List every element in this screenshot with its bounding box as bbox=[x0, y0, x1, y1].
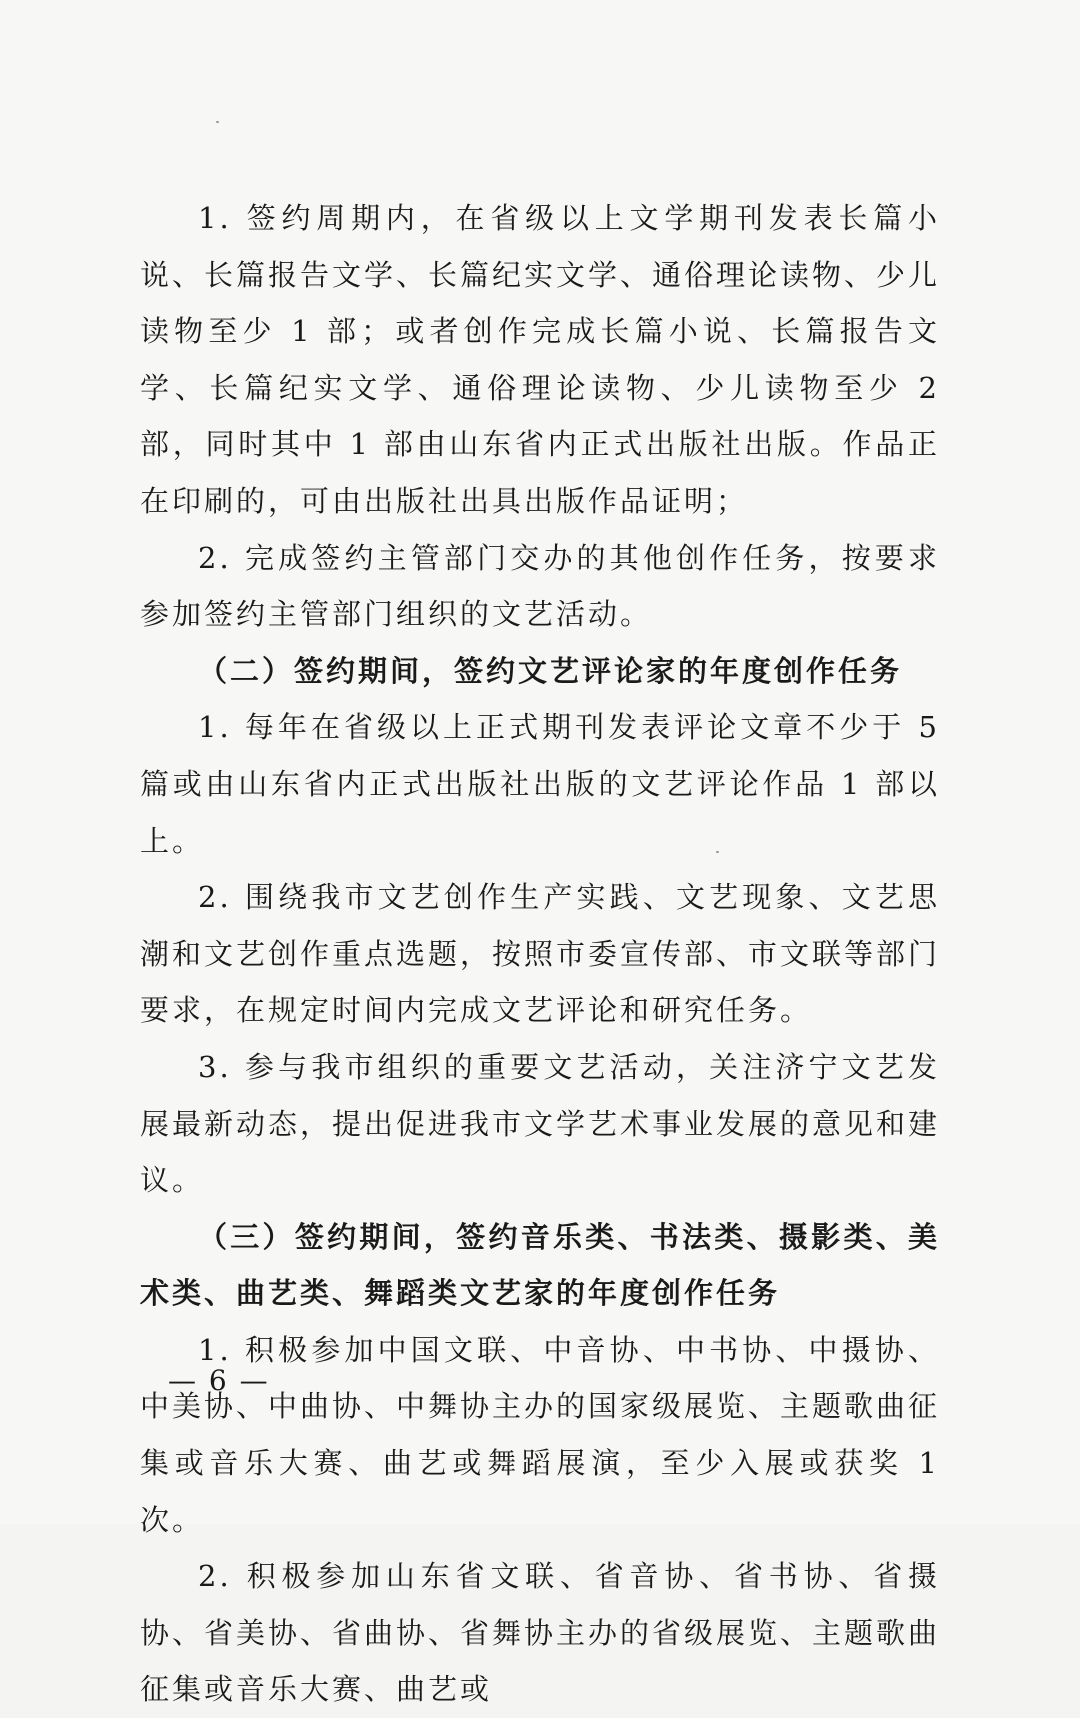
paragraph-6: 1. 积极参加中国文联、中音协、中书协、中摄协、中美协、中曲协、中舞协主办的国家级展览、主题歌曲征集或音乐大赛、曲艺或舞蹈展演，至少入展或获奖 1 次。 bbox=[140, 1332, 941, 1537]
document-body bbox=[140, 190, 940, 1718]
paragraph-1: 1. 签约周期内，在省级以上文学期刊发表长篇小说、长篇报告文学、长篇纪实文学、通俗理论读物、少儿读物至少 1 部；或者创作完成长篇小说、长篇报告文学、长篇纪实文学、通俗理论读物、少儿读物至少 2 部，同时其中 1 部由山东省内正式出版社出版。作品正在印刷的，可由出版社出具出版作品证明； bbox=[140, 201, 941, 518]
scan-speck bbox=[216, 121, 219, 123]
paragraph-3: 1. 每年在省级以上正式期刊发表评论文章不少于 5 篇或由山东省内正式出版社出版的文艺评论作品 1 部以上。 bbox=[140, 710, 940, 858]
section-heading-3: （三）签约期间，签约音乐类、书法类、摄影类、美术类、曲艺类、舞蹈类文艺家的年度创作任务 bbox=[140, 1219, 940, 1311]
section-heading-2: （二）签约期间，签约文艺评论家的年度创作任务 bbox=[198, 653, 903, 688]
paragraph-4: 2. 围绕我市文艺创作生产实践、文艺现象、文艺思潮和文艺创作重点选题，按照市委宣传部、市文联等部门要求，在规定时间内完成文艺评论和研究任务。 bbox=[140, 880, 941, 1028]
paragraph-2: 2. 完成签约主管部门交办的其他创作任务，按要求参加签约主管部门组织的文艺活动。 bbox=[140, 540, 940, 632]
paragraph-5: 3. 参与我市组织的重要文艺活动，关注济宁文艺发展最新动态，提出促进我市文学艺术事业发展的意见和建议。 bbox=[140, 1049, 941, 1198]
paragraph-7: 2. 积极参加山东省文联、省音协、省书协、省摄协、省美协、省曲协、省舞协主办的省级展览、主题歌曲征集或音乐大赛、曲艺或 bbox=[140, 1559, 941, 1707]
page-number: — 6 — bbox=[168, 1364, 270, 1397]
